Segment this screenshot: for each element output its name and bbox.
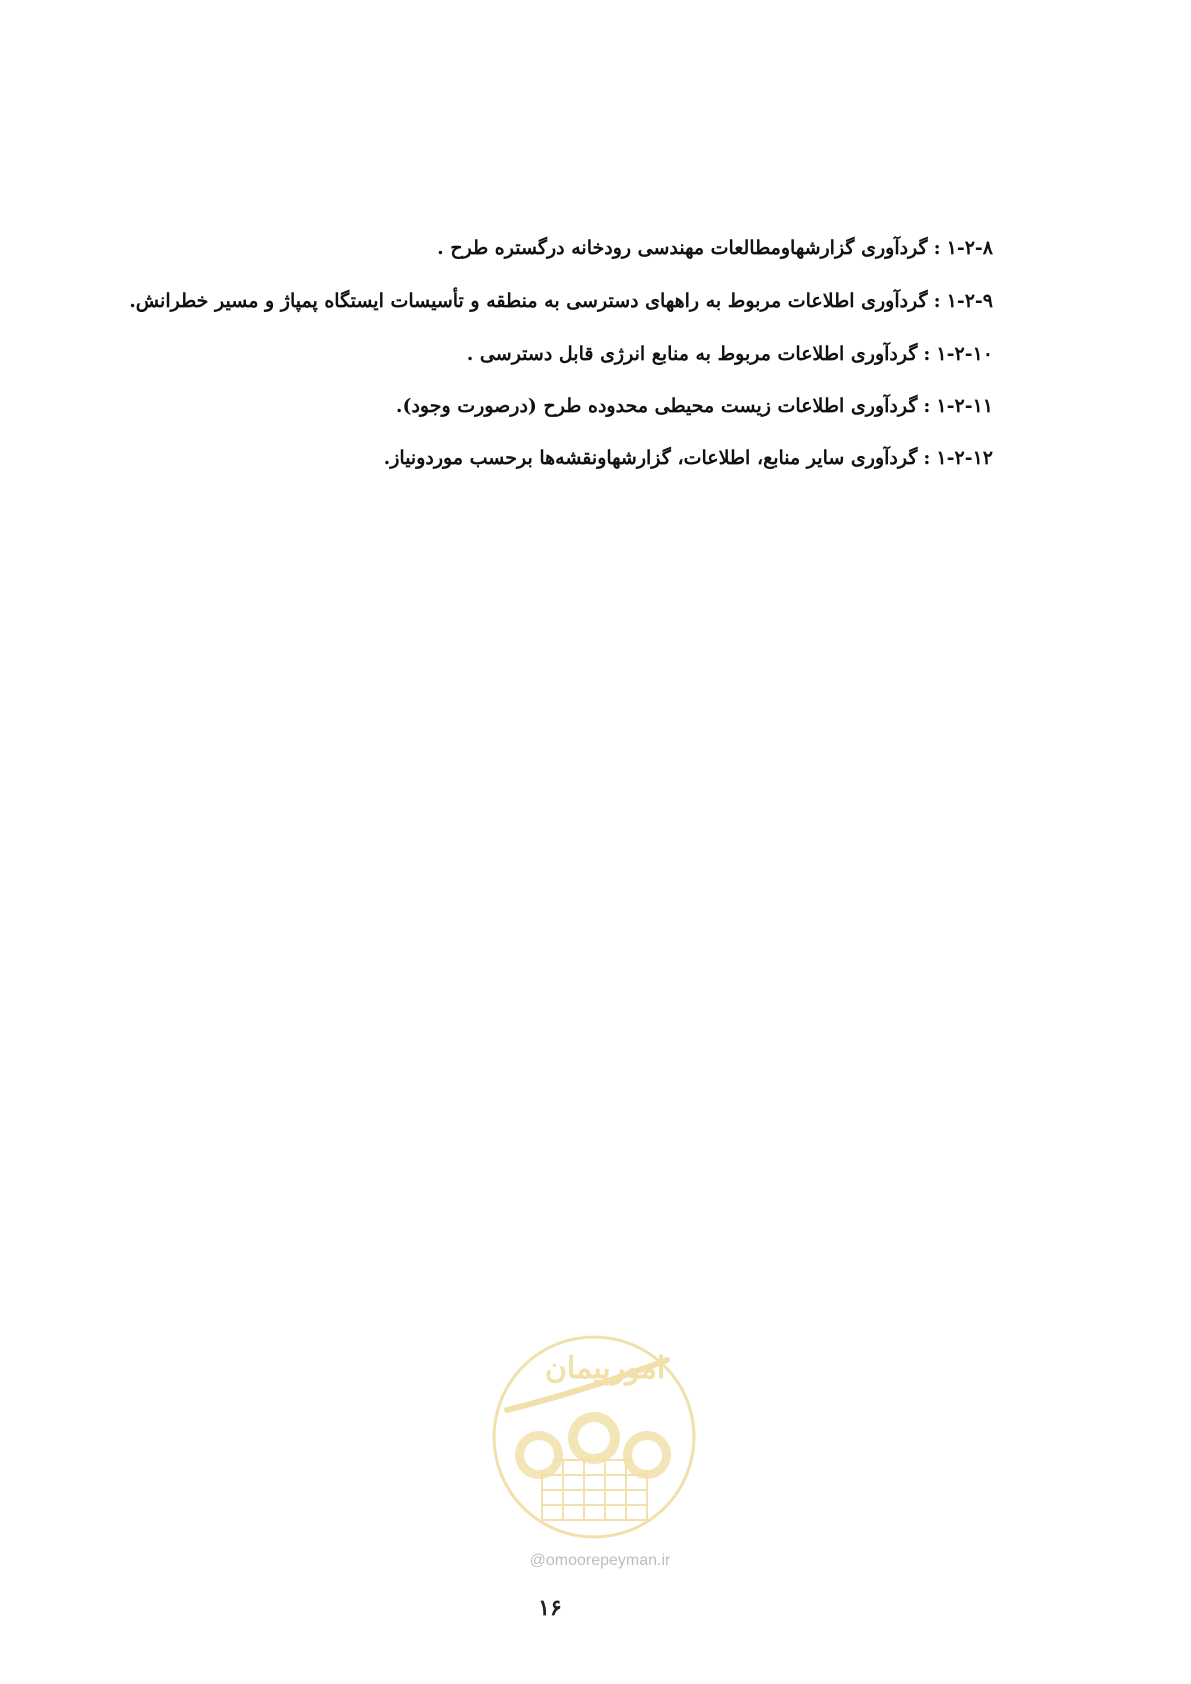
item-number: ۱-۲-۸ — [946, 237, 993, 259]
item-separator: : — [923, 343, 931, 365]
list-item — [93, 328, 993, 380]
watermark-site: @omoorepeyman.ir — [529, 1552, 671, 1569]
list-item — [93, 432, 993, 484]
item-number: ۱-۲-۱۰ — [936, 343, 993, 365]
item-number: ۱-۲-۱۲ — [936, 447, 993, 469]
item-separator: : — [933, 237, 941, 259]
item-text: گردآوری اطلاعات مربوط به راههای دسترسی به منطقه و تأسیسات ایستگاه پمپاژ و مسیر خطرانش. — [129, 290, 928, 312]
item-number: ۱-۲-۱۱ — [936, 395, 993, 417]
item-separator: : — [923, 395, 931, 417]
item-number: ۱-۲-۹ — [946, 290, 993, 312]
list-item — [93, 222, 993, 274]
item-separator: : — [933, 290, 941, 312]
watermark-logo — [487, 1330, 702, 1545]
document-body — [93, 222, 993, 484]
list-item — [93, 380, 993, 432]
page-number: ۱۶ — [538, 1595, 562, 1621]
item-text: گردآوری اطلاعات مربوط به منابع انرژی قابل دسترسی . — [466, 343, 918, 365]
item-text: گردآوری اطلاعات زیست محیطی محدوده طرح (درصورت وجود). — [395, 395, 918, 417]
item-text: گردآوری گزارشهاومطالعات مهندسی رودخانه درگستره طرح . — [437, 237, 928, 259]
item-text: گردآوری سایر منابع، اطلاعات، گزارشهاونقشه‌ها برحسب موردونیاز. — [383, 447, 918, 469]
watermark-logo-text: امورپیمان — [544, 1351, 666, 1386]
item-separator: : — [923, 447, 931, 469]
list-item — [0, 274, 993, 328]
